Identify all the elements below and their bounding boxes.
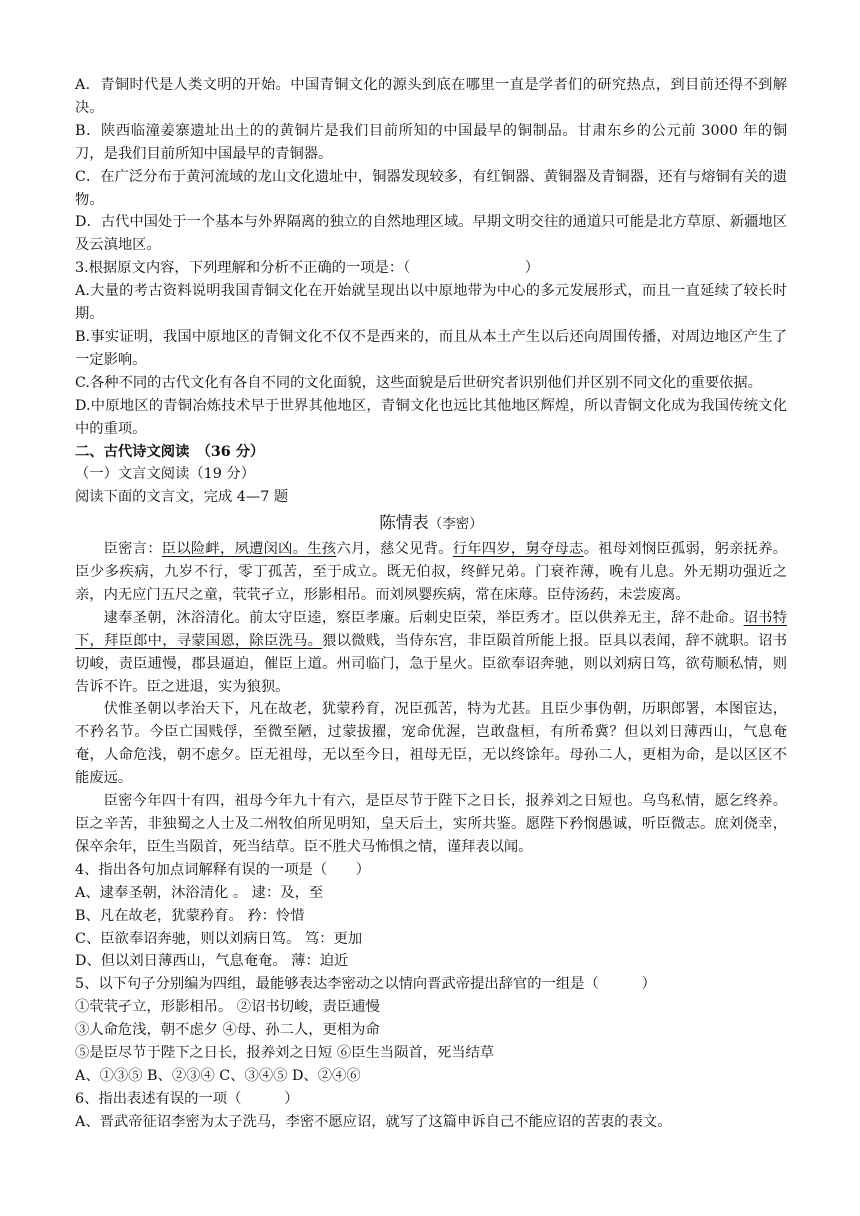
essay-p2-lead: 逮奉圣朝，沐浴清化。前太守臣逵，察臣孝廉。后刺史臣荣，举臣秀才。臣以供养无主，辞不赴命。	[103, 609, 744, 626]
reading-instruction: 阅读下面的文言文，完成 4—7 题	[75, 489, 289, 506]
q4-option-a: A、逮奉圣朝，沐浴清化 。 逮：及，至	[75, 884, 324, 901]
essay-paragraph-3: 伏惟圣朝以孝治天下，凡在故老，犹蒙矜育，况臣孤苦，特为尤甚。且臣少事伪朝，历职郎署，本图宦达，不矜名节。今臣亡国贱俘，至微至陋，过蒙拔擢，宠命优渥，岂敢盘桓，有所希冀？但以刘日薄西山，气息奄奄，人命危浅，朝不虑夕。臣无祖母，无以至今日，祖母无臣，无以终馀年。母孙二人，更相为命，是以区区不能废远。	[75, 701, 787, 787]
q3-option-a: A.大量的考古资料说明我国青铜文化在开始就呈现出以中原地带为中心的多元发展形式，而且一直延续了较长时期。	[75, 283, 787, 323]
q2-option-d: D．古代中国处于一个基本与外界隔离的独立的自然地理区域。早期文明交往的通道只可能是北方草原、新疆地区及云滇地区。	[75, 214, 788, 254]
section-title: 二、古代诗文阅读 （36 分）	[75, 443, 265, 460]
subsection-title: （一）文言文阅读（19 分）	[75, 466, 256, 483]
essay-title: 陈情表	[379, 513, 429, 533]
essay-heading	[75, 512, 787, 536]
q6-stem: 6、指出表述有误的一项（ ）	[75, 1090, 299, 1107]
q2-option-c: C．在广泛分布于黄河流域的龙山文化遗址中，铜器发现较多，有红铜器、黄铜器及青铜器，还有与熔铜有关的遗物。	[75, 168, 787, 208]
essay-p1-lead: 臣密言：	[103, 541, 162, 558]
q4-stem: 4、指出各句加点词解释有误的一项是（ ）	[75, 861, 371, 878]
essay-p1-mid: 六月，慈父见背。	[336, 541, 453, 558]
q5-line-3: ⑤是臣尽节于陛下之日长，报养刘之日短 ⑥臣生当陨首，死当结草	[75, 1045, 495, 1062]
q2-option-b: B．陕西临潼姜寨遗址出土的的黄铜片是我们目前所知的中国最早的铜制品。甘肃东乡的公元前 3000 年的铜刀，是我们目前所知中国最早的青铜器。	[75, 122, 787, 162]
essay-author: （李密）	[428, 516, 483, 533]
essay-paragraph-2	[75, 607, 787, 699]
q3-option-c: C.各种不同的古代文化有各自不同的文化面貌，这些面貌是后世研究者识别他们并区别不同文化的重要依据。	[75, 374, 762, 391]
q2-option-a: A．青铜时代是人类文明的开始。中国青铜文化的源头到底在哪里一直是学者们的研究热点，到目前还得不到解决。	[75, 77, 787, 116]
essay-p1-rest: 。祖母刘悯臣孤弱，躬亲抚养。臣少多疾病，九岁不行，零丁孤苦，至于成立。既无伯叔，终鲜兄弟。门衰祚薄，晚有儿息。外无期功强近之亲，内无应门五尺之童，茕茕孑立，形影相吊。而刘夙婴疾病，常在床蓐。臣侍汤药，未尝废离。	[75, 541, 788, 603]
essay-p2-rest: 猥以微贱，当侍东宫，非臣陨首所能上报。臣具以表闻，辞不就职。诏书切峻，责臣逋慢，郡县逼迫，催臣上道。州司临门，急于星火。臣欲奉诏奔驰，则以刘病日笃，欲苟顺私情，则告诉不许。臣之进退，实为狼狈。	[75, 632, 788, 695]
q3-stem: 3.根据原文内容，下列理解和分析不正确的一项是：（ ）	[75, 260, 539, 277]
q5-line-1: ①茕茕孑立，形影相吊。 ②诏书切峻，责臣逋慢	[75, 999, 380, 1016]
q4-option-b: B、凡在故老，犹蒙矜育。 矜：怜惜	[75, 907, 305, 924]
q5-line-2: ③人命危浅，朝不虑夕 ④母、孙二人，更相为命	[75, 1022, 380, 1039]
q4-option-c: C、臣欲奉诏奔驰，则以刘病日笃。 笃：更加	[75, 930, 363, 947]
page-content	[75, 74, 787, 1134]
essay-p2-underline: 诏书特下，拜臣郎中，寻蒙国恩，除臣洗马。	[75, 609, 787, 649]
essay-p1-underline-1: 臣以险衅，夙遭闵凶。生孩	[161, 541, 337, 558]
q4-option-d: D、但以刘日薄西山，气息奄奄。 薄：迫近	[75, 953, 349, 970]
q5-answer-choices: A、①③⑤ B、②③④ C、③④⑤ D、②④⑥	[75, 1067, 361, 1084]
essay-paragraph-1	[75, 538, 787, 607]
q6-option-a: A、晋武帝征诏李密为太子洗马，李密不愿应诏，就写了这篇申诉自己不能应诏的苦衷的表文。	[75, 1113, 672, 1130]
essay-paragraph-4: 臣密今年四十有四，祖母今年九十有六，是臣尽节于陛下之日长，报养刘之日短也。乌鸟私情，愿乞终养。臣之辛苦，非独蜀之人士及二州牧伯所见明知，皇天后土，实所共鉴。愿陛下矜悯愚诚，听臣微志。庶刘侥幸，保卒余年，臣生当陨首，死当结草。臣不胜犬马怖惧之情，谨拜表以闻。	[75, 793, 787, 855]
essay-p1-underline-2: 行年四岁，舅夺母志	[452, 541, 584, 558]
q5-stem: 5、以下句子分别编为四组，最能够表达李密动之以情向晋武帝提出辞官的一组是（ ）	[75, 976, 656, 993]
q3-option-b: B.事实证明，我国中原地区的青铜文化不仅不是西来的，而且从本土产生以后还向周围传播，对周边地区产生了一定影响。	[75, 328, 787, 368]
q3-option-d: D.中原地区的青铜冶炼技术早于世界其他地区，青铜文化也远比其他地区辉煌，所以青铜文化成为我国传统文化中的重项。	[75, 397, 787, 437]
